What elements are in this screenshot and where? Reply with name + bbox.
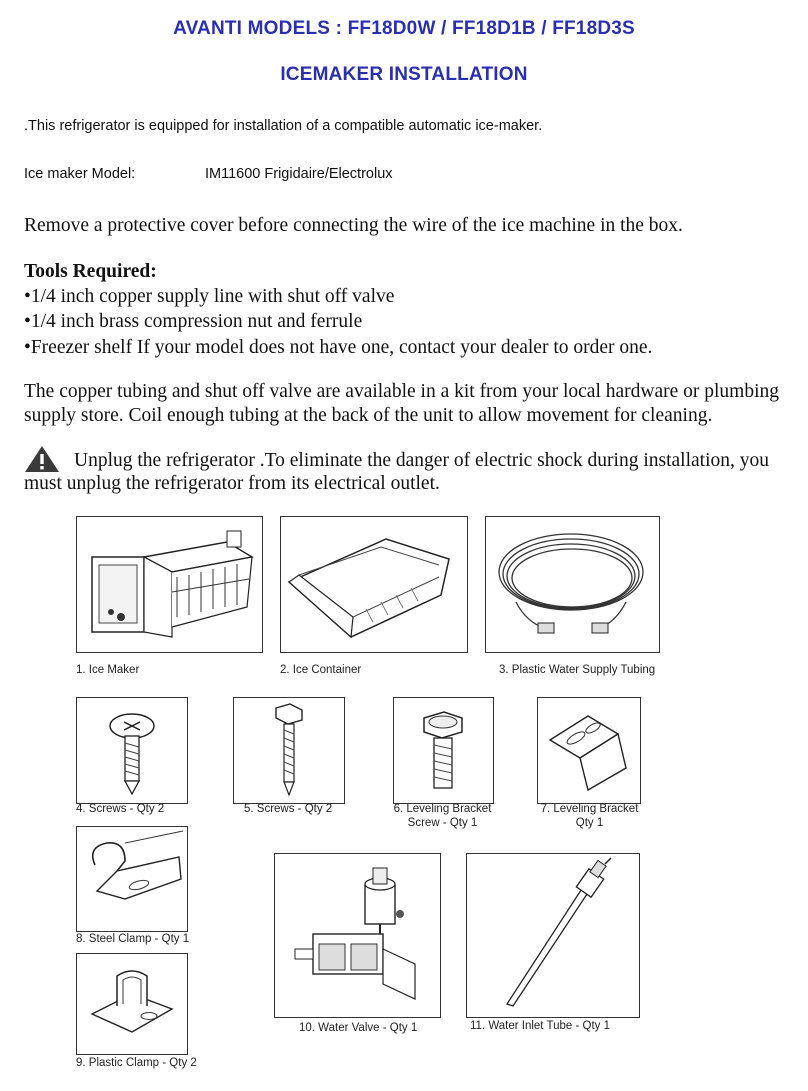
plastic-clamp-icon [76,953,188,1055]
leveling-bracket-icon [537,697,641,804]
part-caption: 2. Ice Container [280,664,362,676]
tubing-note-line: supply store. Coil enough tubing at the back of the unit to allow movement for cleaning. [24,405,713,426]
tool-item: •1/4 inch brass compression nut and ferrule [24,311,363,332]
equipped-text: .This refrigerator is equipped for installation of a compatible automatic ice-maker. [24,118,543,134]
part-caption: 8. Steel Clamp - Qty 1 [76,933,190,945]
warning-triangle-icon [24,445,60,473]
part-caption-line: Qty 1 [575,817,604,829]
part-caption-line: 7. Leveling Bracket [540,803,639,815]
model-label: Ice maker Model: [24,166,136,182]
bracket-screw-icon [393,697,494,804]
tubing-note-line: The copper tubing and shut off valve are available in a kit from your local hardware or plumbing [24,381,780,402]
part-caption [380,802,505,830]
models-title: AVANTI MODELS : FF18D0W / FF18D1B / FF18D3S [173,18,635,39]
part-caption: 1. Ice Maker [76,664,140,676]
part-caption: 11. Water Inlet Tube - Qty 1 [470,1020,610,1032]
hex-screw-icon [233,697,345,804]
part-caption: 4. Screws - Qty 2 [76,803,165,815]
tool-item: •1/4 inch copper supply line with shut off valve [24,286,395,307]
part-caption: 5. Screws - Qty 2 [244,803,333,815]
warning-line: Unplug the refrigerator .To eliminate the danger of electric shock during installation, you [74,450,769,471]
water-tubing-icon [485,516,660,653]
pan-head-screw-icon [76,697,188,804]
tool-item: •Freezer shelf If your model does not have one, contact your dealer to order one. [24,337,653,358]
part-caption-line: Screw - Qty 1 [407,817,478,829]
ice-maker-icon [76,516,263,653]
ice-container-icon [280,516,468,653]
model-value: IM11600 Frigidaire/Electrolux [205,166,393,182]
part-caption [527,802,652,830]
water-valve-icon [274,853,441,1018]
part-caption-line: 6. Leveling Bracket [393,803,492,815]
remove-cover-text: Remove a protective cover before connecting the wire of the ice machine in the box. [24,215,683,236]
water-inlet-tube-icon [466,853,640,1018]
warning-line: must unplug the refrigerator from its electrical outlet. [24,473,440,494]
steel-clamp-icon [76,826,188,932]
section-title: ICEMAKER INSTALLATION [280,64,528,85]
part-caption: 3. Plastic Water Supply Tubing [499,664,656,676]
part-caption: 10. Water Valve - Qty 1 [299,1022,418,1034]
tools-heading: Tools Required: [24,261,157,282]
part-caption: 9. Plastic Clamp - Qty 2 [76,1057,197,1069]
